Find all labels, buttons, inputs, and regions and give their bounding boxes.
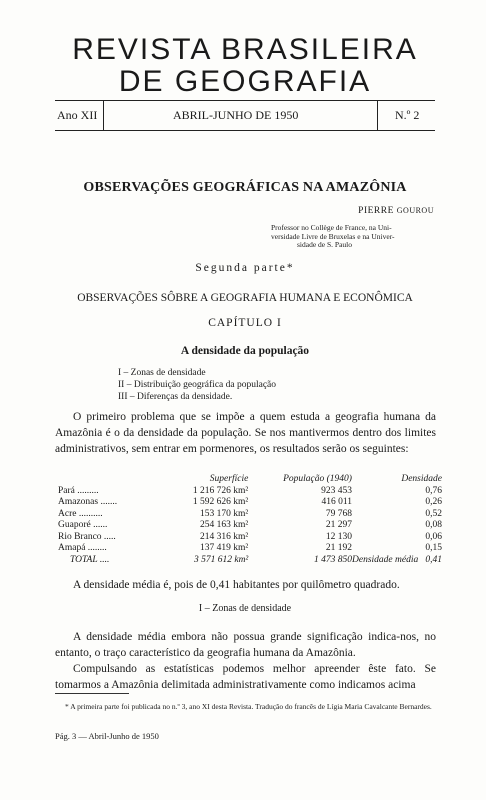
page-footer: Pág. 3 — Abril-Junho de 1950 — [55, 731, 159, 741]
affiliation-line: Professor no Collège de France, na Uni- — [271, 223, 392, 232]
table-cell: Pará ......... — [58, 485, 99, 496]
section-heading: OBSERVAÇÕES SÔBRE A GEOGRAFIA HUMANA E ECONÔMICA — [77, 292, 413, 304]
total-population: 1 473 850 — [313, 554, 352, 565]
table-cell: 1 216 726 km² — [192, 485, 249, 496]
table-row — [58, 520, 442, 532]
average-density-label: Densidade média — [352, 554, 419, 565]
affiliation-line: versidade Livre de Bruxelas e na Univer- — [271, 231, 395, 241]
body-paragraph: Compulsando as estatísticas podemos melhor apreender êste fato. Se tomarmos a Amazônia delimitada administrativamente como indicamos acima — [55, 663, 436, 691]
article-title: OBSERVAÇÕES GEOGRÁFICAS NA AMAZÔNIA — [83, 180, 407, 195]
table-cell: Acre .......... — [58, 508, 103, 519]
table-cell: Amazonas ....... — [58, 497, 118, 507]
volume-label: Ano XII — [57, 108, 98, 122]
table-cell: Guaporé ...... — [58, 520, 108, 530]
table-total-row — [58, 555, 442, 567]
table-cell: 1 592 626 km² — [192, 497, 249, 507]
table-cell: 21 192 — [325, 543, 352, 553]
total-label: TOTAL .... — [70, 554, 110, 565]
toc-item: I – Zonas de densidade — [118, 368, 206, 378]
table-cell: Amapá ........ — [58, 543, 107, 553]
issue-info-bar — [55, 100, 435, 130]
journal-title-line2: DE GEOGRAFIA — [118, 65, 372, 98]
table-cell: 0,26 — [425, 497, 442, 507]
table-header — [58, 474, 162, 486]
section-heading-zones: I – Zonas de densidade — [198, 603, 292, 614]
table-cell: 153 170 km² — [200, 508, 249, 519]
info-bar-bottom-rule — [55, 130, 435, 131]
table-cell: 0,08 — [425, 520, 442, 530]
table-row — [58, 543, 442, 555]
body-paragraph: O primeiro problema que se impõe a quem estuda a geografia humana da Amazônia é o da densidade da população. Se nos mantivermos dentro dos limites administrativos, sem entrar em pormenores, os resultados serão os seguintes: — [55, 411, 436, 455]
footnote-rule — [55, 693, 129, 694]
table-cell: 254 163 km² — [200, 520, 249, 530]
table-header: População (1940) — [283, 474, 352, 484]
body-paragraph: A densidade média é, pois de 0,41 habitantes por quilômetro quadrado. — [73, 579, 400, 591]
part-heading: Segunda parte* — [195, 262, 295, 274]
table-cell: 12 130 — [325, 531, 352, 542]
affiliation-line: sidade de S. Paulo — [297, 240, 352, 249]
table-cell: Rio Branco ..... — [58, 531, 116, 542]
table-header-row — [58, 474, 442, 486]
toc-item: II – Distribuição geográfica da população — [118, 380, 277, 390]
table-cell: 214 316 km² — [200, 531, 249, 542]
total-density-cell — [352, 555, 442, 567]
table-cell: 0,06 — [425, 531, 442, 542]
table-cell: 0,15 — [425, 543, 442, 553]
author-affiliation — [271, 224, 436, 250]
footnote: * A primeira parte foi publicada no n.º 3, ano XI desta Revista. Tradução do francês de Lígia Maria Cavalcante Bernardes. — [65, 702, 432, 711]
table-cell: 0,76 — [425, 485, 442, 496]
info-bar-divider — [103, 100, 104, 130]
body-paragraph: A densidade média embora não possua grande significação indica-nos, no entanto, o traço característico da geografia humana da Amazônia. — [55, 631, 436, 659]
table-cell: 21 297 — [325, 520, 352, 530]
table-row — [58, 486, 442, 498]
toc-item: III – Diferenças da densidade. — [118, 392, 233, 402]
issue-number: N.º 2 — [395, 108, 420, 122]
table-row — [58, 497, 442, 509]
table-header: Densidade — [401, 474, 442, 484]
info-bar-divider — [377, 100, 378, 130]
chapter-heading: CAPÍTULO I — [208, 317, 282, 329]
issue-date: ABRIL-JUNHO DE 1950 — [173, 108, 299, 122]
chapter-subheading: A densidade da população — [180, 345, 310, 357]
table-row — [58, 532, 442, 544]
table-row — [58, 509, 442, 521]
total-area: 3 571 612 km² — [193, 554, 249, 565]
author-name: PIERRE GOUROU — [358, 206, 434, 216]
journal-title-line1: REVISTA BRASILEIRA — [72, 33, 418, 66]
density-table — [58, 474, 442, 566]
table-cell: 79 768 — [325, 508, 352, 519]
table-cell: 416 011 — [321, 497, 352, 507]
table-header: Superfície — [209, 474, 249, 484]
table-cell: 923 453 — [321, 485, 352, 496]
info-bar-top-rule — [55, 100, 435, 101]
table-cell: 0,52 — [425, 508, 442, 519]
average-density-value: 0,41 — [425, 554, 442, 565]
table-cell: 137 419 km² — [200, 543, 249, 553]
